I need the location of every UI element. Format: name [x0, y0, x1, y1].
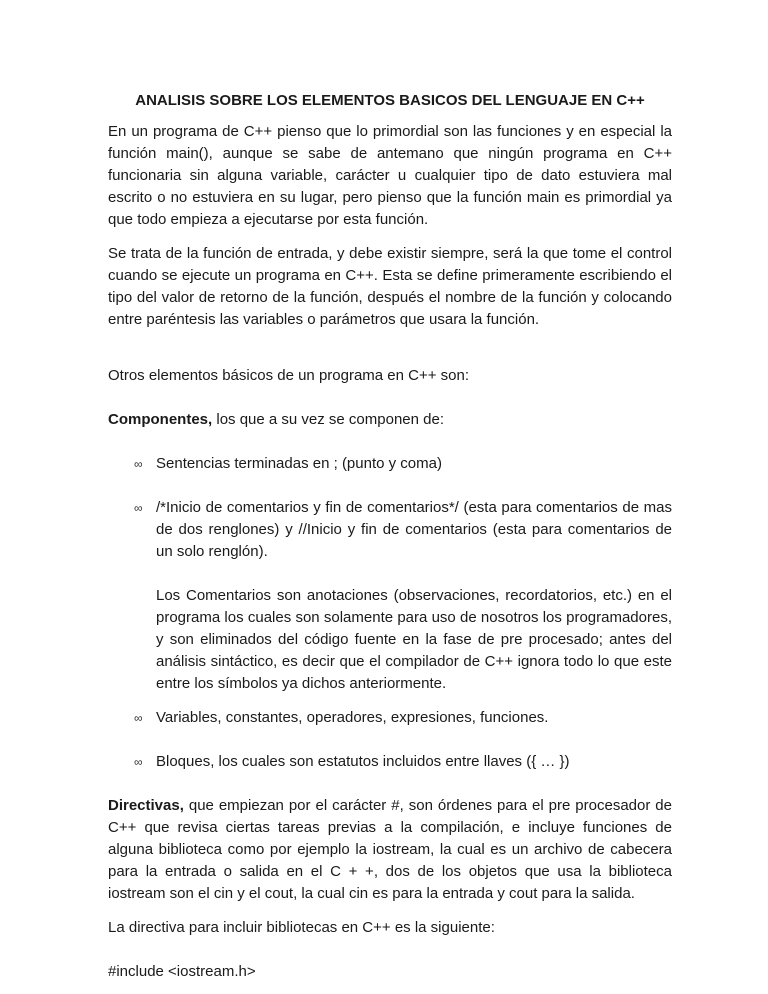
infinity-bullet-icon: ∞ [134, 501, 143, 515]
paragraph-componentes [108, 409, 672, 431]
list-item-text: Bloques, los cuales son estatutos incluidos entre llaves ({ … }) [156, 753, 570, 770]
infinity-bullet-icon: ∞ [134, 711, 143, 725]
comments-note: Los Comentarios son anotaciones (observaciones, recordatorios, etc.) en el programa los cuales son solamente para uso de nosotros los programadores, y son eliminados del código fuente en la fase de pre procesado; antes del análisis sintáctico, es decir que el compilador de C++ ignora todo lo que este entre los símbolos ya dichos anteriormente. [156, 587, 672, 692]
paragraph-other-elements: Otros elementos básicos de un programa en C++ son: [108, 367, 470, 384]
list-item-text: Sentencias terminadas en ; (punto y coma) [156, 455, 442, 472]
list-item-text: /*Inicio de comentarios y fin de comentarios*/ (esta para comentarios de mas de dos renglones) y //Inicio y fin de comentarios (esta para comentarios de un solo renglón). [156, 499, 672, 560]
infinity-bullet-icon: ∞ [134, 457, 143, 471]
directivas-text: que empiezan por el carácter #, son órdenes para el pre procesador de C++ que revisa ciertas tareas previas a la compilación, e incluye funciones de alguna biblioteca como por ejemplo la iostream, la cual es un archivo de cabecera para la entrada o salida en el C + +, dos de los objetos que usa la biblioteca iostream son el cin y el cout, la cual cin es para la entrada y cout para la salida. [108, 797, 672, 902]
componentes-text: los que a su vez se componen de: [212, 411, 444, 428]
paragraph-main-function: Se trata de la función de entrada, y debe existir siempre, será la que tome el control cuando se ejecute un programa en C++. Esta se define primeramente escribiendo el tipo del valor de retorno de la función, después el nombre de la función y colocando entre paréntesis las variables o parámetros que usara la función. [108, 245, 672, 328]
include-line: #include <iostream.h> [108, 963, 256, 980]
infinity-bullet-icon: ∞ [134, 755, 143, 769]
list-item-text: Variables, constantes, operadores, expresiones, funciones. [156, 709, 549, 726]
paragraph-directive-intro: La directiva para incluir bibliotecas en C++ es la siguiente: [108, 919, 495, 936]
paragraph-intro: En un programa de C++ pienso que lo primordial son las funciones y en especial la función main(), aunque se sabe de antemano que ningún programa en C++ funcionaria sin alguna variable, carácter u cualquier tipo de dato estuviera mal escrito o no estuviera en su lugar, pero pienso que la función main es primordial ya que todo empieza a ejecutarse por esta función. [108, 123, 672, 228]
componentes-label: Componentes, [108, 411, 213, 428]
directivas-label: Directivas, [108, 797, 184, 814]
document-title: ANALISIS SOBRE LOS ELEMENTOS BASICOS DEL LENGUAJE EN C++ [135, 92, 645, 109]
paragraph-directivas [108, 795, 672, 905]
